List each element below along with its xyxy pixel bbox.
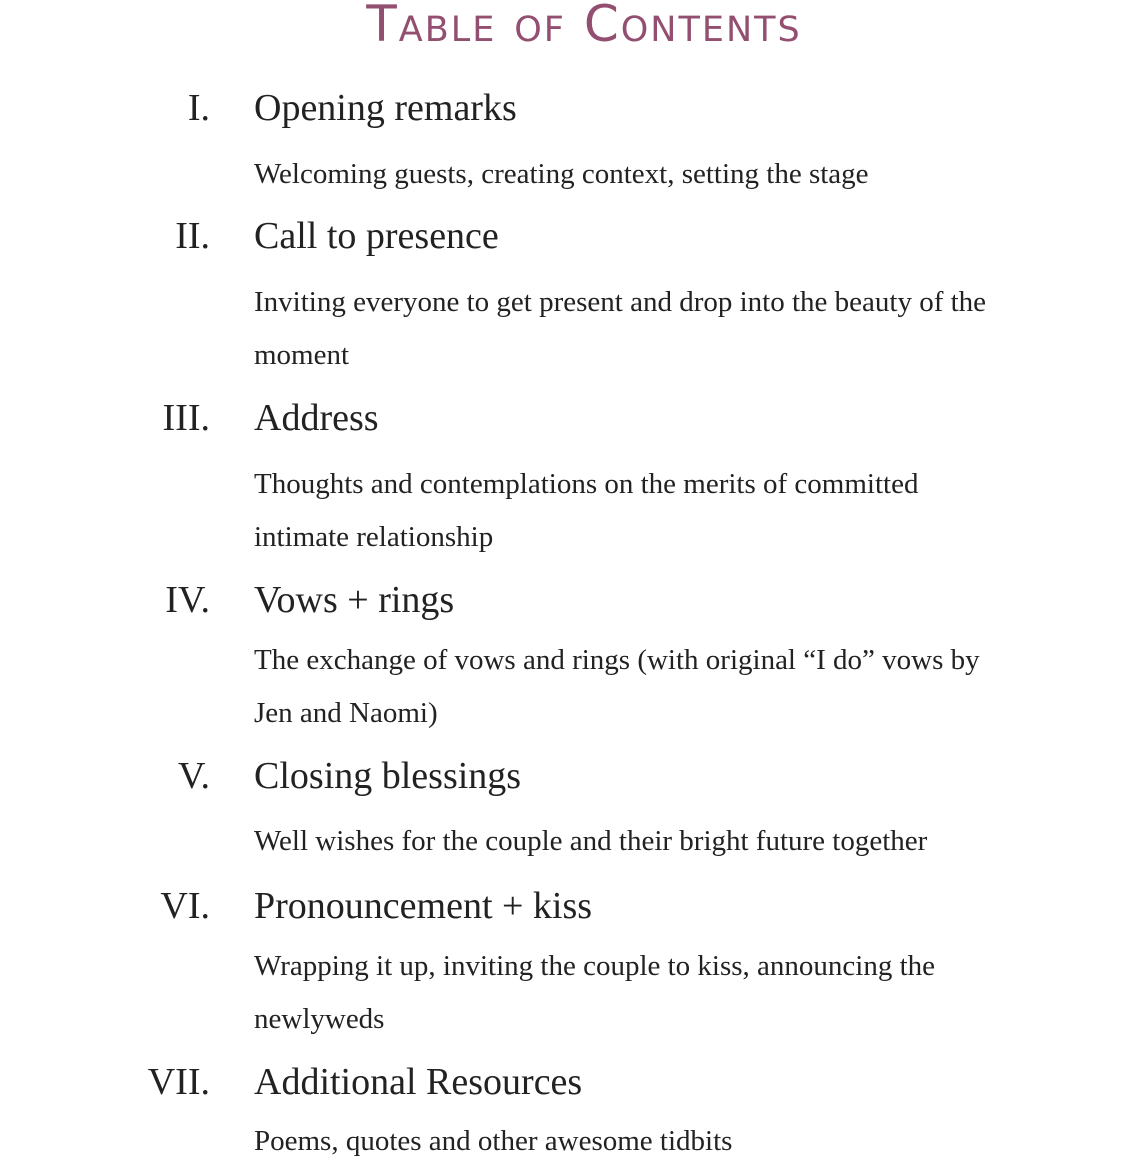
section-description: Thoughts and contemplations on the merits of committed intimate relationship	[254, 468, 919, 553]
section-description: Inviting everyone to get present and drop into the beauty of the moment	[254, 286, 987, 371]
section-description: The exchange of vows and rings (with original “I do” vows by Jen and Naomi)	[254, 644, 980, 729]
section-description: Wrapping it up, inviting the couple to kiss, announcing the newlyweds	[254, 950, 936, 1035]
section-numeral: V.	[177, 755, 210, 797]
section-numeral: I.	[187, 87, 210, 129]
section-description: Well wishes for the couple and their bright future together	[254, 825, 928, 857]
section-numeral: II.	[175, 215, 210, 257]
section-numeral: VI.	[160, 885, 210, 927]
section-heading: Pronouncement + kiss	[254, 885, 593, 927]
section-heading: Call to presence	[254, 215, 499, 257]
section-heading: Vows + rings	[254, 579, 455, 621]
section-numeral: VII.	[147, 1061, 210, 1103]
section-heading: Closing blessings	[254, 755, 522, 797]
section-numeral: IV.	[165, 579, 210, 621]
section-heading: Address	[254, 397, 379, 439]
page-title: Table of Contents	[366, 0, 802, 53]
section-heading: Opening remarks	[254, 87, 517, 129]
section-heading: Additional Resources	[254, 1061, 583, 1103]
section-numeral: III.	[162, 397, 210, 439]
section-description: Poems, quotes and other awesome tidbits	[254, 1125, 733, 1157]
section-description: Welcoming guests, creating context, setting the stage	[254, 158, 869, 190]
